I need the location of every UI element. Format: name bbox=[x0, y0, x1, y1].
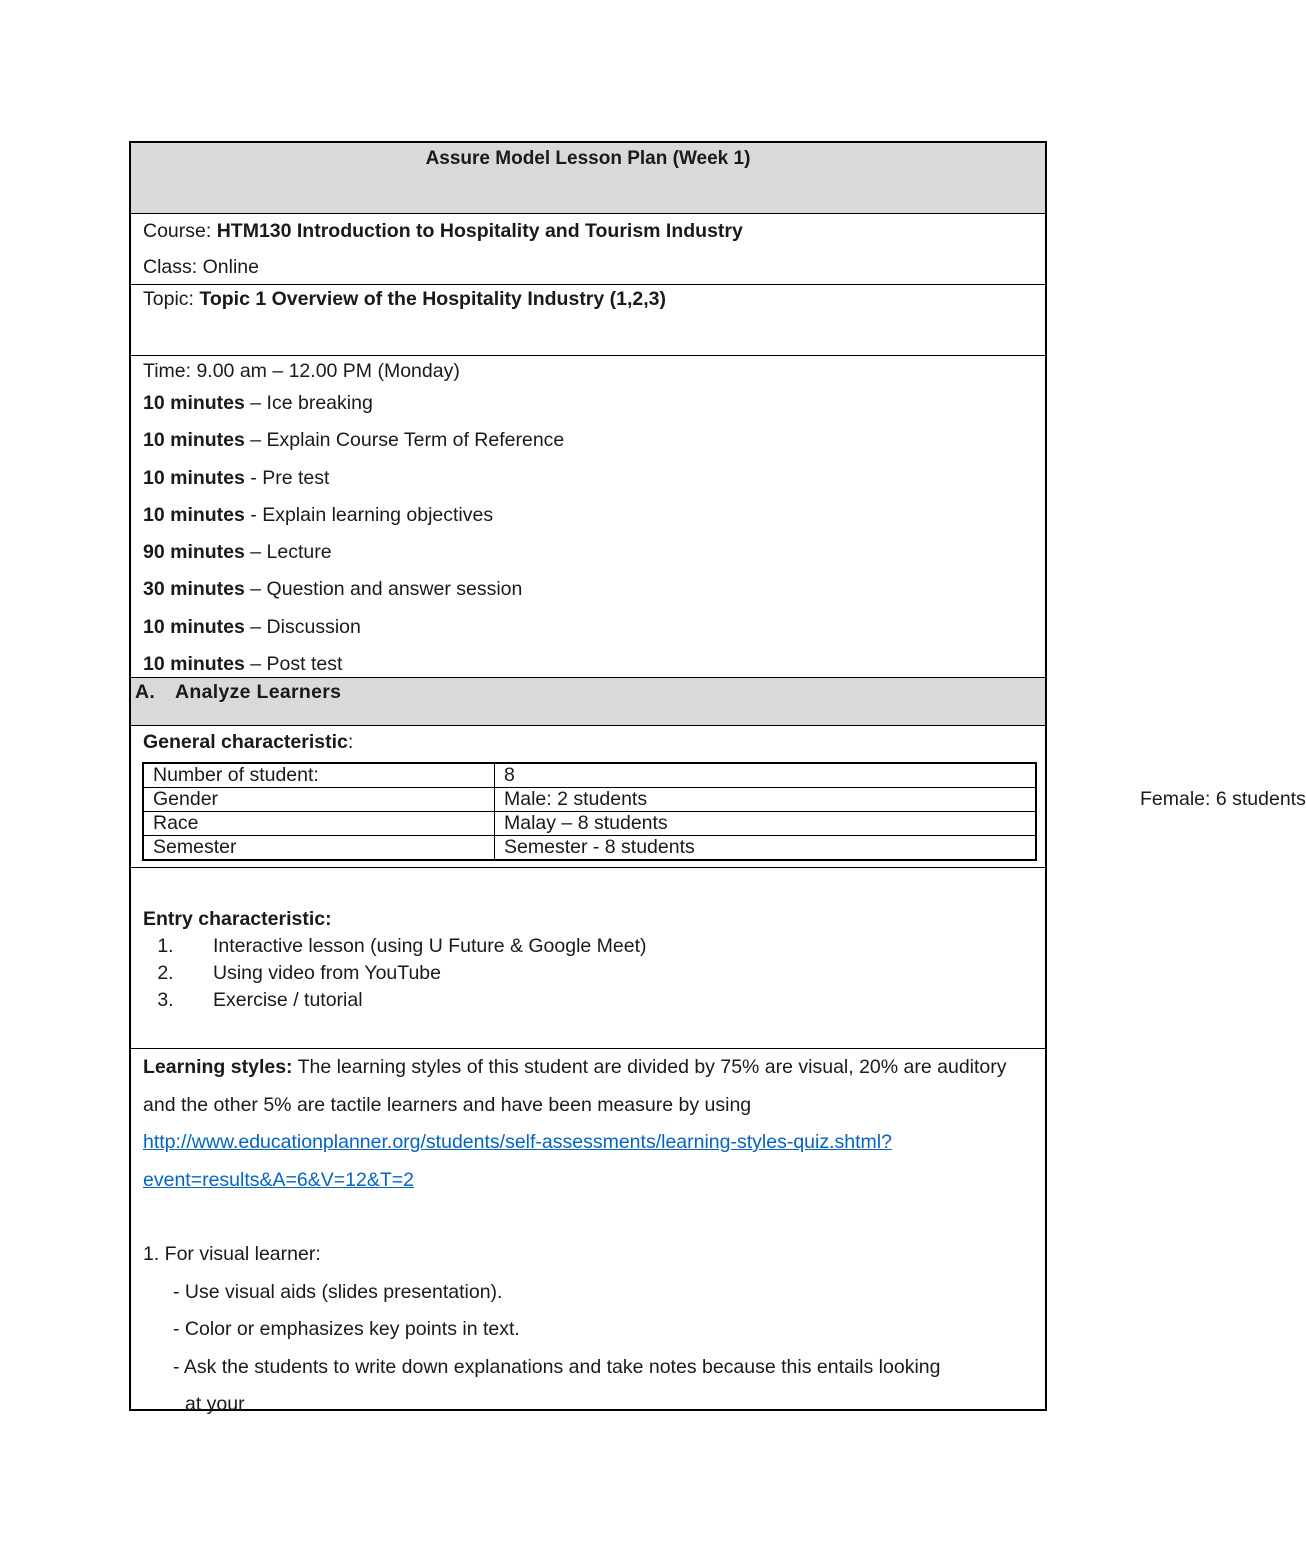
schedule-duration: 90 minutes bbox=[143, 541, 245, 564]
lesson-plan-document bbox=[129, 141, 1306, 1415]
table-cell-value: Malay – 8 students bbox=[495, 812, 1037, 836]
schedule-duration: 10 minutes bbox=[143, 429, 245, 452]
time-line: Time: 9.00 am – 12.00 PM (Monday) bbox=[143, 360, 460, 382]
spacer bbox=[143, 1199, 1033, 1236]
general-characteristic-colon: : bbox=[347, 731, 354, 753]
list-item: 1. Interactive lesson (using U Future & Google Meet) bbox=[179, 933, 1033, 960]
learning-styles-label: Learning styles: bbox=[143, 1056, 293, 1078]
schedule-item bbox=[143, 609, 1033, 646]
learning-styles-quiz-link[interactable] bbox=[143, 1124, 1033, 1199]
course-line bbox=[143, 214, 1033, 250]
topic-row bbox=[131, 285, 1045, 356]
schedule-activity: – Lecture bbox=[244, 541, 332, 564]
general-characteristic-table bbox=[142, 762, 1306, 861]
schedule-item bbox=[143, 571, 1033, 608]
schedule-activity: - Pre test bbox=[244, 466, 330, 489]
table-cell-label: Race bbox=[143, 812, 495, 836]
visual-learner-heading: 1. For visual learner: bbox=[143, 1243, 321, 1265]
list-item-continuation: at your bbox=[185, 1393, 245, 1415]
list-item: 2. Using video from YouTube bbox=[179, 960, 1033, 987]
schedule-item bbox=[143, 534, 1033, 571]
schedule-duration: 10 minutes bbox=[143, 503, 245, 526]
learning-styles-paragraph bbox=[143, 1049, 1033, 1124]
section-a-heading bbox=[135, 678, 1045, 706]
table-cell-value: 8 bbox=[495, 763, 1037, 788]
general-characteristic-row bbox=[131, 726, 1306, 868]
document-title: Assure Model Lesson Plan (Week 1) bbox=[425, 148, 751, 169]
schedule-activity: – Post test bbox=[244, 653, 343, 676]
learning-styles-text: The learning styles of this student are divided by 75% are visual, 20% are auditory and the other 5% are tactile learners and have been measure by using bbox=[143, 1056, 1007, 1116]
schedule-duration: 10 minutes bbox=[143, 466, 245, 489]
table-cell-label: Number of student: bbox=[143, 763, 495, 788]
link-line-1[interactable]: http://www.educationplanner.org/students/self-assessments/learning-styles-quiz.shtml? bbox=[143, 1131, 892, 1153]
schedule-duration: 30 minutes bbox=[143, 578, 245, 601]
schedule-item bbox=[143, 460, 1033, 497]
schedule-duration: 10 minutes bbox=[143, 653, 245, 676]
schedule-activity: – Question and answer session bbox=[244, 578, 523, 601]
table-row bbox=[143, 812, 1036, 836]
entry-characteristic-label: Entry characteristic: bbox=[143, 908, 332, 930]
schedule-item bbox=[143, 497, 1033, 534]
table-cell-label: Semester bbox=[143, 836, 495, 861]
gender-male: Male: 2 students bbox=[504, 788, 648, 810]
course-label: Course: bbox=[143, 220, 217, 242]
section-a-title: Analyze Learners bbox=[175, 681, 342, 703]
entry-characteristic-row bbox=[131, 868, 1045, 1049]
table-row bbox=[143, 836, 1036, 861]
learning-styles-row bbox=[131, 1049, 1045, 1415]
document-title-row bbox=[131, 143, 1045, 214]
schedule-item bbox=[143, 422, 1033, 459]
list-item: - Color or emphasizes key points in text. bbox=[173, 1318, 520, 1340]
schedule-activity: – Discussion bbox=[244, 615, 361, 638]
general-characteristic-title: General characteristic bbox=[143, 731, 348, 753]
schedule-activity: – Explain Course Term of Reference bbox=[244, 429, 565, 452]
table-row bbox=[143, 788, 1036, 812]
gender-female: Female: 6 students bbox=[1140, 788, 1306, 810]
list-item: - Use visual aids (slides presentation). bbox=[173, 1280, 503, 1303]
table-cell-label: Gender bbox=[143, 788, 495, 812]
general-characteristic-label bbox=[143, 726, 1033, 756]
course-value: HTM130 Introduction to Hospitality and Tourism Industry bbox=[216, 220, 743, 242]
section-a-letter: A. bbox=[135, 681, 156, 703]
schedule-activity: – Ice breaking bbox=[244, 392, 373, 414]
entry-characteristic-list bbox=[143, 933, 1033, 1014]
table-row bbox=[143, 763, 1036, 788]
topic-value: Topic 1 Overview of the Hospitality Industry (1,2,3) bbox=[199, 288, 667, 310]
schedule-row bbox=[131, 356, 1045, 678]
topic-line bbox=[143, 285, 1033, 313]
section-a-heading-row bbox=[131, 678, 1045, 726]
table-cell-value: Semester - 8 students bbox=[495, 836, 1037, 861]
table-cell-value bbox=[495, 788, 1306, 812]
link-line-2[interactable]: event=results&A=6&V=12&T=2 bbox=[143, 1168, 415, 1191]
class-line: Class: Online bbox=[143, 255, 259, 278]
course-row bbox=[131, 214, 1045, 285]
schedule-duration: 10 minutes bbox=[143, 615, 245, 638]
schedule-item bbox=[143, 385, 1033, 422]
list-item: 3. Exercise / tutorial bbox=[179, 987, 1033, 1014]
topic-label: Topic: bbox=[143, 288, 200, 310]
schedule-duration: 10 minutes bbox=[143, 392, 245, 414]
list-item: - Ask the students to write down explanations and take notes because this entails looking bbox=[173, 1355, 941, 1378]
schedule-activity: - Explain learning objectives bbox=[244, 503, 494, 526]
